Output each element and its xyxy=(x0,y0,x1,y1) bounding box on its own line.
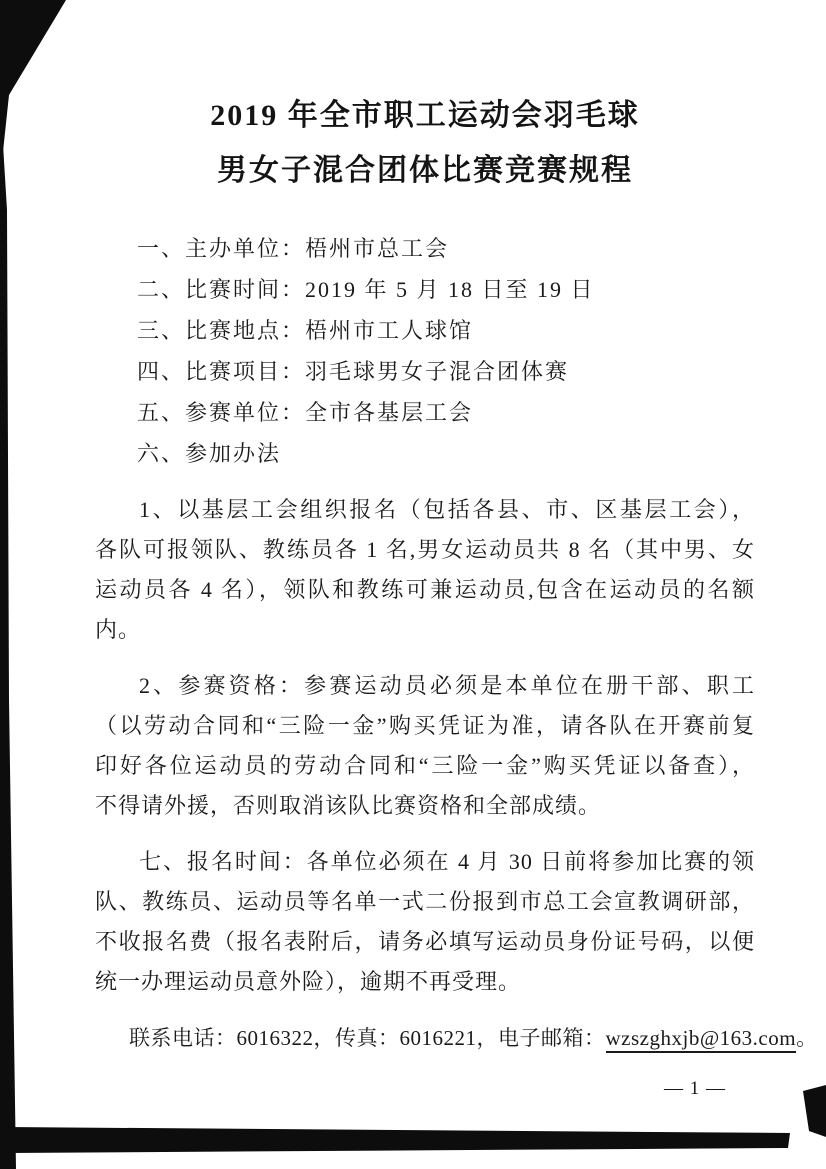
info-item-1: 一、主办单位：梧州市总工会 xyxy=(137,236,450,261)
paragraph-line: 队、教练员、运动员等名单一式二份报到市总工会宣教调研部， xyxy=(95,889,755,914)
scan-artifact-bottom-right-mark xyxy=(803,1085,826,1137)
paragraph-line: 2、参赛资格：参赛运动员必须是本单位在册干部、职工 xyxy=(139,673,755,698)
scan-artifact-bottom-band xyxy=(5,1127,790,1153)
scan-artifact-top-left-wedge xyxy=(0,0,66,180)
paragraph-line: （以劳动合同和“三险一金”购买凭证为准，请各队在开赛前复 xyxy=(95,713,755,738)
title-line-1: 2019 年全市职工运动会羽毛球 xyxy=(210,99,640,132)
paragraph-line: 统一办理运动员意外险），逾期不再受理。 xyxy=(95,969,522,994)
paragraph-1 xyxy=(95,490,755,650)
info-item-4: 四、比赛项目：羽毛球男女子混合团体赛 xyxy=(137,359,570,384)
info-item-3: 三、比赛地点：梧州市工人球馆 xyxy=(137,318,474,343)
document-title xyxy=(95,88,755,198)
contact-period: 。 xyxy=(796,1026,818,1050)
paragraph-line: 内。 xyxy=(95,617,142,642)
paragraph-2 xyxy=(95,666,755,826)
paragraph-3 xyxy=(95,842,755,1002)
info-list xyxy=(95,228,755,474)
paragraph-line: 1、以基层工会组织报名（包括各县、市、区基层工会）， xyxy=(139,497,755,522)
contact-line xyxy=(95,1018,818,1058)
paragraph-line: 七、报名时间：各单位必须在 4 月 30 日前将参加比赛的领 xyxy=(139,849,755,874)
title-line-2: 男女子混合团体比赛竞赛规程 xyxy=(217,154,633,187)
info-item-6: 六、参加办法 xyxy=(137,441,282,466)
page-number: — 1 — xyxy=(664,1078,726,1099)
info-item-2: 二、比赛时间：2019 年 5 月 18 日至 19 日 xyxy=(137,277,595,302)
paragraphs xyxy=(95,490,755,1002)
email-link[interactable]: wzszghxjb@163.com xyxy=(606,1026,797,1053)
contact-text: 联系电话：6016322，传真：6016221，电子邮箱： xyxy=(129,1026,606,1050)
scan-artifact-left-strip xyxy=(0,95,16,1169)
paragraph-line: 不收报名费（报名表附后，请务必填写运动员身份证号码，以便 xyxy=(95,929,755,954)
info-item-5: 五、参赛单位：全市各基层工会 xyxy=(137,400,474,425)
paragraph-line: 各队可报领队、教练员各 1 名,男女运动员共 8 名（其中男、女 xyxy=(95,537,755,562)
paragraph-line: 运动员各 4 名），领队和教练可兼运动员,包含在运动员的名额 xyxy=(95,577,755,602)
paragraph-line: 不得请外援，否则取消该队比赛资格和全部成绩。 xyxy=(95,793,602,818)
paragraph-line: 印好各位运动员的劳动合同和“三险一金”购买凭证以备查）， xyxy=(95,753,755,778)
document-content xyxy=(95,88,818,1058)
